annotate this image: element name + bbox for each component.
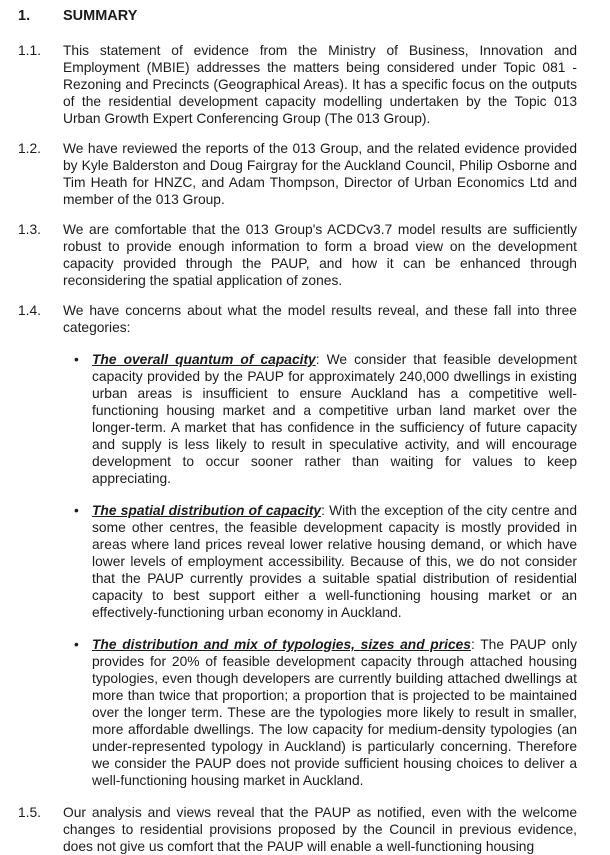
bullet-body: : With the exception of the city centre and some other centres, the feasible development capacity is mostly provided in areas where land prices reveal lower relative housing demand, or which have lower levels of employment accessibility. Because of this, we do not consider that the PAUP currently provides a suitable spatial distribution of residential capacity to best support either a well-functioning housing market or an effectively-functioning urban economy in Auckland. — [92, 503, 577, 620]
paragraph-text: Our analysis and views reveal that the PAUP as notified, even with the welcome changes to residential provisions proposed by the Council in previous evidence, does not give us comfort that the PAUP will enable a well-functioning housing — [63, 805, 577, 854]
bullet-icon: • — [74, 503, 79, 518]
bullet-icon: • — [74, 352, 79, 367]
paragraph-text: We have reviewed the reports of the 013 Group, and the related evidence provided by Kyle Balderston and Doug Fairgray for the Auckland Council, Philip Osborne and Tim Heath for HNZC, and Adam Thompson, Director of Urban Economics Ltd and member of the 013 Group. — [63, 141, 577, 207]
bullet-body: : We consider that feasible development capacity provided by the PAUP for approximately 240,000 dwellings in existing urban areas is insufficient to ensure Auckland has a competitive well-functioning housing market and a competitive urban land market over the longer-term. A market that has confidence in the sufficiency of future capacity and supply is less likely to result in speculative activity, and will encourage development to occur sooner rather than waiting for values to keep appreciating. — [92, 352, 577, 486]
paragraph-number: 1.2. — [18, 141, 42, 156]
paragraph-1-4 — [18, 302, 577, 336]
section-number: 1. — [18, 8, 31, 24]
bullet-lead: The overall quantum of capacity — [92, 352, 316, 367]
bullet-body: : The PAUP only provides for 20% of feasible development capacity through attached housing typologies, even though developers are currently building attached dwellings at more than twice that proportion; a proportion that is projected to be maintained over the longer term. These are the typologies more likely to result in smaller, more affordable dwellings. The low capacity for medium-density typologies (an under-represented typology in Auckland) is particularly concerning. Therefore we consider the PAUP does not provide sufficient housing choices to deliver a well-functioning housing market in Auckland. — [92, 637, 577, 788]
paragraph-1-1 — [18, 42, 577, 127]
section-heading-row — [18, 8, 577, 25]
paragraph-1-5 — [18, 804, 577, 855]
bullet-icon: • — [74, 637, 79, 652]
paragraph-number: 1.1. — [18, 43, 42, 58]
paragraph-number: 1.3. — [18, 222, 42, 237]
paragraph-number: 1.5. — [18, 805, 42, 820]
bullet-item-typologies — [74, 636, 577, 789]
bullet-lead: The spatial distribution of capacity — [92, 503, 322, 518]
paragraph-text: We are comfortable that the 013 Group's ACDCv3.7 model results are sufficiently robust to provide enough information to form a broad view on the development capacity provided through the PAUP, and how it can be enhanced through reconsidering the spatial application of zones. — [63, 222, 577, 288]
bullet-lead: The distribution and mix of typologies, sizes and prices — [92, 637, 471, 652]
paragraph-text: We have concerns about what the model results reveal, and these fall into three categories: — [63, 303, 577, 335]
paragraph-1-3 — [18, 221, 577, 289]
bullet-item-quantum — [74, 351, 577, 487]
paragraph-text: This statement of evidence from the Ministry of Business, Innovation and Employment (MBIE) addresses the matters being considered under Topic 081 - Rezoning and Precincts (Geographical Areas). It has a specific focus on the outputs of the residential development capacity modelling undertaken by the Topic 013 Urban Growth Expert Conferencing Group (The 013 Group). — [63, 43, 577, 126]
bullet-text — [92, 351, 577, 487]
bullet-text — [92, 502, 577, 621]
bullet-item-spatial — [74, 502, 577, 621]
bullet-text — [92, 636, 577, 789]
section-title: SUMMARY — [63, 8, 138, 24]
paragraph-number: 1.4. — [18, 303, 42, 318]
paragraph-1-2 — [18, 140, 577, 208]
